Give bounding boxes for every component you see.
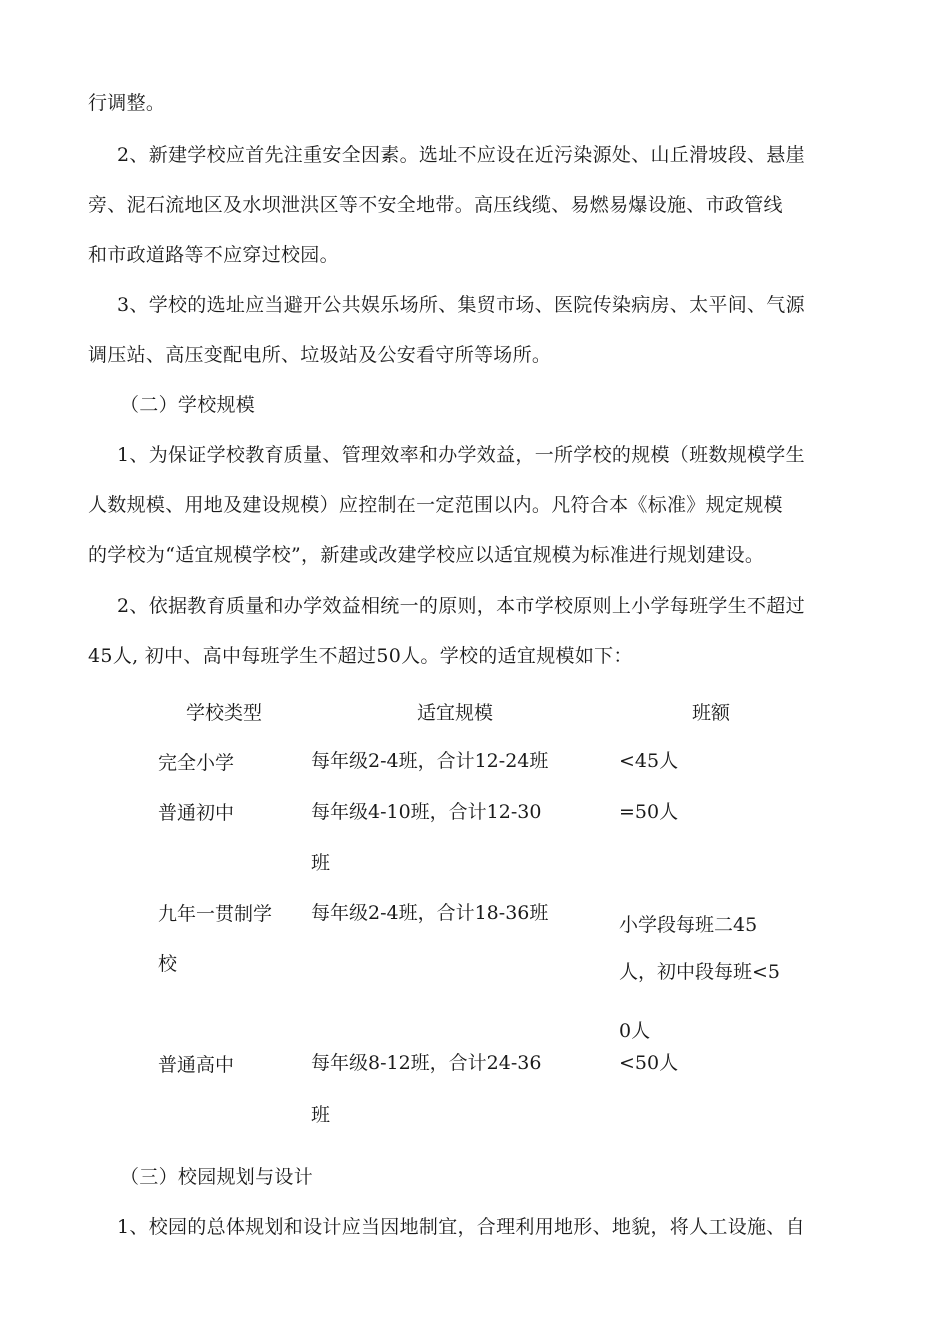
paragraph-line: 1、校园的总体规划和设计应当因地制宜，合理利用地形、地貌，将人工设施、自 bbox=[117, 1216, 805, 1238]
paragraph-line: 2、新建学校应首先注重安全因素。选址不应设在近污染源处、山丘滑坡段、悬崖 bbox=[117, 144, 805, 166]
table-cell-type: 九年一贯制学 bbox=[158, 903, 273, 925]
paragraph-line: 3、学校的选址应当避开公共娱乐场所、集贸市场、医院传染病房、太平间、气源 bbox=[117, 294, 805, 316]
table-cell-size: 0人 bbox=[619, 1020, 651, 1042]
table-cell-scale: 每年级4-10班，合计12-30 bbox=[311, 801, 542, 823]
paragraph-line: 的学校为“适宜规模学校”，新建或改建学校应以适宜规模为标准进行规划建设。 bbox=[88, 544, 765, 566]
table-header-size: 班额 bbox=[692, 702, 731, 724]
table-cell-size: 人，初中段每班<5 bbox=[619, 961, 781, 983]
paragraph-line: 人数规模、用地及建设规模）应控制在一定范围以内。凡符合本《标准》规定规模 bbox=[88, 494, 783, 516]
table-cell-type: 完全小学 bbox=[158, 752, 235, 774]
paragraph-line: 45人, 初中、高中每班学生不超过50人。学校的适宜规模如下： bbox=[88, 645, 633, 667]
table-cell-scale: 班 bbox=[311, 1104, 331, 1126]
table-cell-scale: 每年级2-4班，合计18-36班 bbox=[311, 902, 549, 924]
table-cell-type: 普通初中 bbox=[158, 802, 235, 824]
table-header-scale: 适宜规模 bbox=[417, 702, 494, 724]
paragraph-line: 1、为保证学校教育质量、管理效率和办学效益，一所学校的规模（班数规模学生 bbox=[117, 444, 805, 466]
section-heading: （二）学校规模 bbox=[120, 394, 256, 416]
table-cell-scale: 每年级2-4班，合计12-24班 bbox=[311, 750, 549, 772]
paragraph-line: 行调整。 bbox=[88, 92, 166, 114]
paragraph-line: 和市政道路等不应穿过校园。 bbox=[88, 244, 339, 266]
table-header-type: 学校类型 bbox=[186, 702, 263, 724]
paragraph-line: 调压站、高压变配电所、垃圾站及公安看守所等场所。 bbox=[88, 344, 552, 366]
table-cell-size: 小学段每班二45 bbox=[619, 914, 758, 936]
table-cell-size: <45人 bbox=[619, 750, 679, 772]
table-cell-size: <50人 bbox=[619, 1052, 679, 1074]
paragraph-line: 2、依据教育质量和办学效益相统一的原则，本市学校原则上小学每班学生不超过 bbox=[117, 595, 805, 617]
table-cell-type: 校 bbox=[158, 953, 178, 975]
paragraph-line: 旁、泥石流地区及水坝泄洪区等不安全地带。高压线缆、易燃易爆设施、市政管线 bbox=[88, 194, 783, 216]
table-cell-size: =50人 bbox=[619, 801, 679, 823]
section-heading: （三）校园规划与设计 bbox=[120, 1166, 314, 1188]
table-cell-type: 普通高中 bbox=[158, 1054, 235, 1076]
table-cell-scale: 班 bbox=[311, 852, 331, 874]
table-cell-scale: 每年级8-12班，合计24-36 bbox=[311, 1052, 542, 1074]
